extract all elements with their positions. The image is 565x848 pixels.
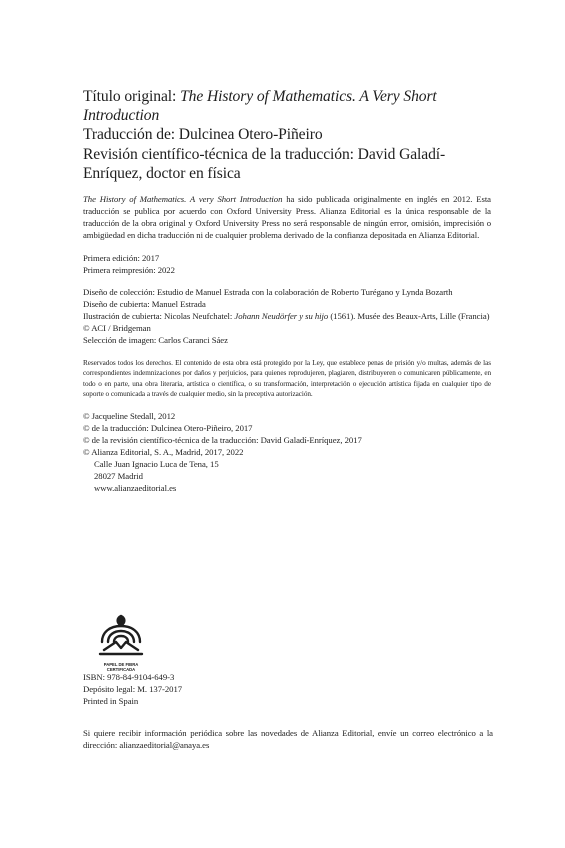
certified-paper-icon [96,612,146,658]
first-edition: Primera edición: 2017 [83,252,160,263]
cover-illustration [83,311,491,323]
first-reprint: Primera reimpresión: 2022 [83,264,175,275]
cover-design: Diseño de cubierta: Manuel Estrada [83,299,206,310]
publication-note [83,194,491,242]
contact-note: Si quiere recibir información periódica sobre las novedades de Alianza Editorial, envíe un correo electrónico a la dirección: alianzaeditorial@anaya.es [83,728,493,750]
image-selection: Selección de imagen: Carlos Caranci Sáez [83,335,228,346]
revision-credit: Revisión científico-técnica de la traducción: David Galadí-Enríquez, doctor en física [83,145,446,182]
rights-notice: Reservados todos los derechos. El contenido de esta obra está protegido por la Ley, que establece penas de prisión y/o multas, además de las correspondientes indemnizaciones por daños y perjuicios, para quienes reprodujeren, plagiaren, distribuyeren o comunicaren públicamente, en todo o en parte, una obra literaria, artística o científica, o su transformación, interpretación o ejecución artística fijada en cualquier tipo de soporte o comunicada a través de cualquier medio, sin la preceptiva autorización. [83,358,491,398]
certified-paper-caption: PAPEL DE FIBRA CERTIFICADA [103,662,139,672]
cover-illustration-italic: Johann Neudörfer y su hijo [234,311,329,322]
identifiers-block [83,672,493,708]
copyright-translation: © de la traducción: Dulcinea Otero-Piñeiro, 2017 [83,423,253,434]
publisher-address-city: 28027 Madrid [94,470,143,481]
original-title [83,87,491,125]
printed-in: Printed in Spain [83,695,139,706]
photo-credit: © ACI / Bridgeman [83,323,151,334]
copyright-publisher: © Alianza Editorial, S. A., Madrid, 2017, 2022 [83,446,244,457]
original-title-italic: The History of Mathematics. A Very Short Introduction [83,88,437,125]
contact-block [83,728,493,752]
legal-deposit: Depósito legal: M. 137-2017 [83,683,183,694]
copyright-revision: © de la revisión científico-técnica de la traducción: David Galadí-Enríquez, 2017 [83,434,362,445]
translation-credit: Traducción de: Dulcinea Otero-Piñeiro [83,126,323,144]
cover-illustration-prefix: Ilustración de cubierta: Nicolas Neufchatel: [83,311,235,322]
publication-note-italic: The History of Mathematics. A very Short Introduction [83,194,283,205]
collection-design: Diseño de colección: Estudio de Manuel Estrada con la colaboración de Roberto Turégano y Lynda Bozarth [83,287,453,298]
certified-paper-logo [96,612,146,672]
copyright-page [83,87,491,495]
publisher-address-street: Calle Juan Ignacio Luca de Tena, 15 [94,458,219,469]
cover-illustration-suffix: (1561). Musée des Beaux-Arts, Lille (Francia) [328,311,490,322]
publisher-website: www.alianzaeditorial.es [94,482,177,493]
publication-note-text: ha sido publicada originalmente en inglés en 2012. Esta traducción se publica por acuerdo con Oxford University Press. Alianza Editorial es la única responsable de la traducción de la obra original y Oxford University Press no será responsable de ningún error, omisión, imprecisión o ambigüedad en dicha traducción ni de cualquier problema derivado de la confianza depositada en Alianza Editorial. [83,194,491,240]
isbn: ISBN: 978-84-9104-649-3 [83,672,175,682]
copyright-author: © Jacqueline Stedall, 2012 [83,411,176,422]
original-title-prefix: Título original: [83,88,181,105]
